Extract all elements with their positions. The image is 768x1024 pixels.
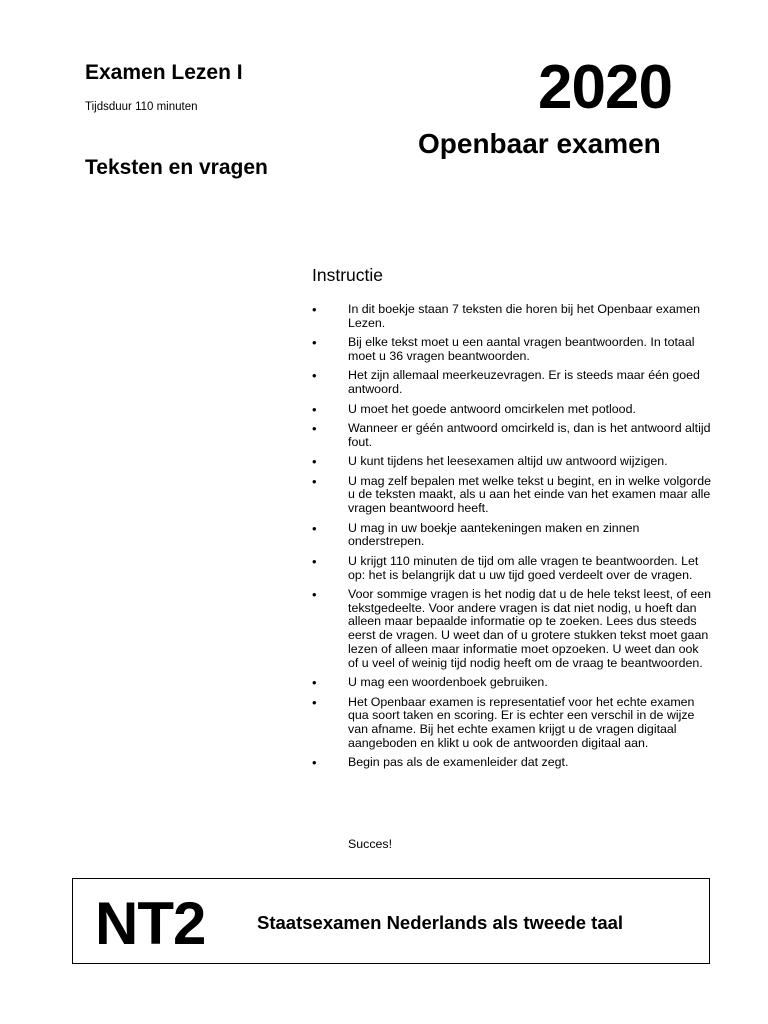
instruction-text: Het zijn allemaal meerkeuzevragen. Er is steeds maar één goed antwoord. <box>348 368 700 397</box>
bullet-icon: • <box>312 420 317 436</box>
instructions-heading: Instructie <box>312 265 383 285</box>
instruction-text: U mag zelf bepalen met welke tekst u begint, en in welke volgorde u de teksten maakt, als u aan het einde van het examen maar alle vragen beantwoord heeft. <box>348 473 711 516</box>
bullet-icon: • <box>312 520 317 536</box>
brand-tagline: Staatsexamen Nederlands als tweede taal <box>257 912 624 933</box>
instruction-item <box>312 455 712 469</box>
instruction-item <box>312 696 712 751</box>
brand-logo: NT2 <box>95 890 206 957</box>
bullet-icon: • <box>312 586 317 602</box>
bullet-icon: • <box>312 454 317 470</box>
instruction-item <box>312 403 712 417</box>
exam-year: 2020 <box>538 53 672 122</box>
bullet-icon: • <box>312 302 317 317</box>
instruction-item <box>312 475 712 516</box>
instruction-text: Bij elke tekst moet u een aantal vragen beantwoorden. In totaal moet u 36 vragen beantwoorden. <box>348 335 695 363</box>
instruction-item <box>312 522 712 550</box>
closing-text: Succes! <box>348 837 393 851</box>
bullet-icon: • <box>312 473 317 489</box>
instruction-item <box>312 555 712 583</box>
instruction-text: In dit boekje staan 7 teksten die horen bij het Openbaar examen Lezen. <box>348 302 700 330</box>
bullet-icon: • <box>312 368 317 384</box>
instruction-text: Begin pas als de examenleider dat zegt. <box>348 755 569 770</box>
instruction-item <box>312 336 712 364</box>
exam-title: Examen Lezen I <box>85 61 243 84</box>
instruction-text: U mag een woordenboek gebruiken. <box>348 675 548 690</box>
instruction-text: U krijgt 110 minuten de tijd om alle vragen te beantwoorden. Let op: het is belangrijk dat u uw tijd goed verdeelt over de vragen. <box>348 553 699 582</box>
instruction-text: Het Openbaar examen is representatief voor het echte examen qua soort taken en scoring. Er is echter een verschil in de wijze van afname. Bij het echte examen krijgt u de vragen digitaal aangeboden en klikt u ook de antwoorden digitaal aan. <box>348 694 695 751</box>
instruction-item <box>312 369 712 397</box>
instruction-text: U mag in uw boekje aantekeningen maken en zinnen onderstrepen. <box>348 520 640 549</box>
bullet-icon: • <box>312 335 317 351</box>
instruction-text: Voor sommige vragen is het nodig dat u de hele tekst leest, of een tekstgedeelte. Voor andere vragen is dat niet nodig, u hoeft dan alleen maar bepaalde informatie op te zoeken. Lees dus steeds eerst de vragen. U weet dan of u grotere stukken tekst moet gaan lezen of alleen maar informatie moet opzoeken. U weet dan ook of u veel of weinig tijd nodig heeft om de vraag te beantwoorden. <box>348 586 711 670</box>
instruction-item <box>312 676 712 690</box>
instruction-item <box>312 756 712 770</box>
bullet-icon: • <box>312 694 317 710</box>
bullet-icon: • <box>312 755 317 771</box>
bullet-icon: • <box>312 553 317 569</box>
bullet-icon: • <box>312 401 317 417</box>
instruction-item <box>312 303 712 331</box>
instruction-item <box>312 422 712 450</box>
instruction-text: U moet het goede antwoord omcirkelen met potlood. <box>348 401 636 416</box>
exam-subtitle: Teksten en vragen <box>85 156 268 179</box>
instruction-item <box>312 588 712 671</box>
exam-duration: Tijdsduur 110 minuten <box>85 101 198 113</box>
instructions-list <box>312 303 712 776</box>
bullet-icon: • <box>312 675 317 691</box>
instruction-text: U kunt tijdens het leesexamen altijd uw antwoord wijzigen. <box>348 454 668 469</box>
instruction-text: Wanneer er géén antwoord omcirkeld is, dan is het antwoord altijd fout. <box>348 420 711 449</box>
exam-type: Openbaar examen <box>418 128 661 159</box>
